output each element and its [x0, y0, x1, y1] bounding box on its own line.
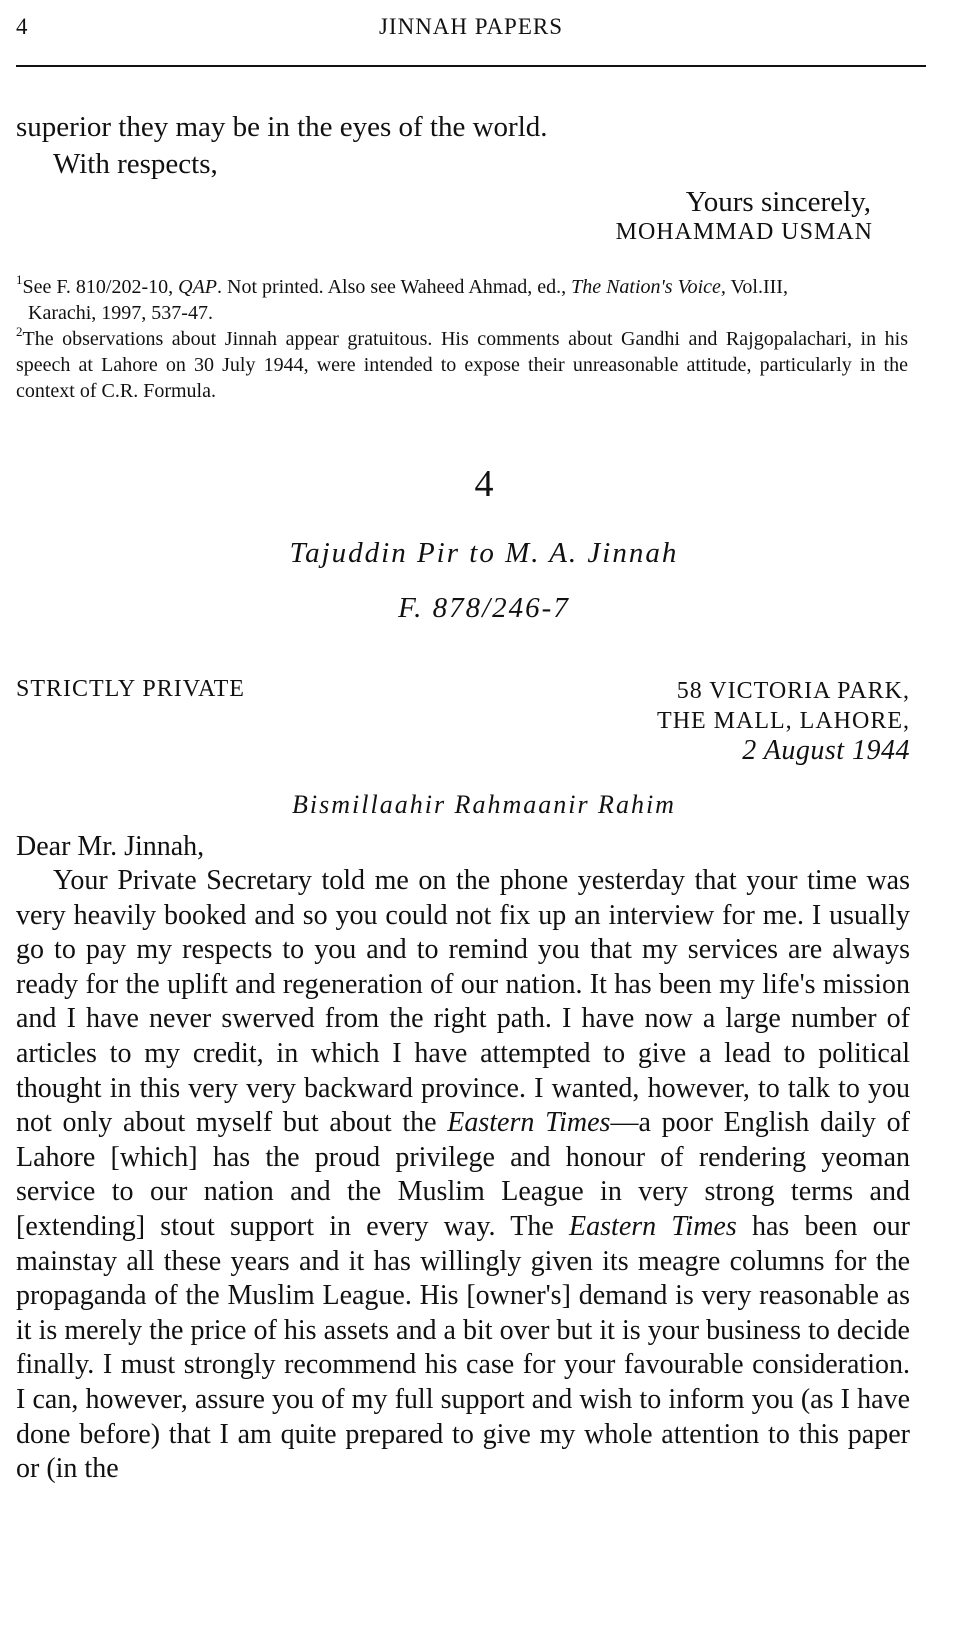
previous-letter-continuation: superior they may be in the eyes of the world. [16, 111, 548, 143]
newspaper-title-2: Eastern Times [569, 1210, 737, 1242]
footnote-2 [16, 326, 908, 404]
footnote-2-text: The observations about Jinnah appear gratuitous. His comments about Gandhi and Rajgopalachari, in his speech at Lahore on 30 July 1944, were intended to expose their unreasonable attitude, particularly in the context of C.R. Formula. [16, 328, 908, 402]
footnote-1-line2: Karachi, 1997, 537-47. [28, 302, 213, 324]
letter-text-1: Your Private Secretary told me on the phone yesterday that your time was very heavily booked and so you could not fix up an interview for me. I usually go to pay my respects to you and to remind you that my services are always ready for the uplift and regeneration of our nation. It has been my life's mission and I have never swerved from the right path. I have now a large number of articles to my credit, in which I have attempted to give a lead to political thought in this very very backward province. I wanted, however, to talk to you not only about myself but about the [16, 865, 910, 1139]
invocation: Bismillaahir Rahmaanir Rahim [292, 790, 676, 819]
footnote-1-italic-title: The Nation's Voice, [571, 276, 726, 298]
footnote-2-mark: 2 [16, 324, 23, 339]
letter-text-3: has been our mainstay all these years and it has willingly given its meagre columns for the propaganda of the Muslim League. His [owner's] demand is very reasonable as it is merely the price of his assets and a bit over but it is your business to decide finally. I must strongly recommend his case for your favourable consideration. I can, however, assure you of my full support and wish to inform you (as I have done before) that I am quite prepared to give my whole attention to this paper or (in the [16, 1210, 910, 1485]
file-reference: F. 878/246-7 [398, 592, 570, 624]
sender-address [657, 676, 910, 766]
footnote-1-text-c: Vol.III, [725, 276, 788, 298]
running-title: JINNAH PAPERS [378, 14, 564, 39]
footnote-1-text-b: . Not printed. Also see Waheed Ahmad, ed., [217, 276, 572, 298]
letter-date: 2 August 1944 [742, 735, 910, 766]
previous-letter-closing: With respects, [53, 148, 218, 180]
footnote-1 [16, 274, 926, 326]
running-header [16, 14, 926, 44]
footnote-1-italic-qap: QAP [178, 276, 218, 298]
valediction: Yours sincerely, [685, 186, 871, 218]
signature: MOHAMMAD USMAN [615, 219, 873, 245]
letter-text-2: —a poor English daily of Lahore [which] has the proud privilege and honour of rendering yeoman service to our nation and the Muslim League in very strong terms and [extending] stout support in every way. The [16, 1107, 910, 1242]
document-title: Tajuddin Pir to M. A. Jinnah [289, 537, 679, 569]
footnote-1-text-a: See F. 810/202-10, [22, 276, 179, 298]
letter-body [16, 864, 910, 1487]
document-number: 4 [474, 463, 494, 505]
page-number: 4 [16, 14, 28, 39]
address-line-1: 58 VICTORIA PARK, [676, 678, 910, 704]
newspaper-title-1: Eastern Times [447, 1107, 611, 1139]
salutation: Dear Mr. Jinnah, [16, 831, 205, 862]
address-line-2: THE MALL, LAHORE, [657, 708, 910, 734]
footnote-1-mark: 1 [16, 272, 23, 287]
letter-paragraph [16, 864, 910, 1487]
classification-label: STRICTLY PRIVATE [16, 676, 245, 702]
header-rule [16, 65, 926, 67]
